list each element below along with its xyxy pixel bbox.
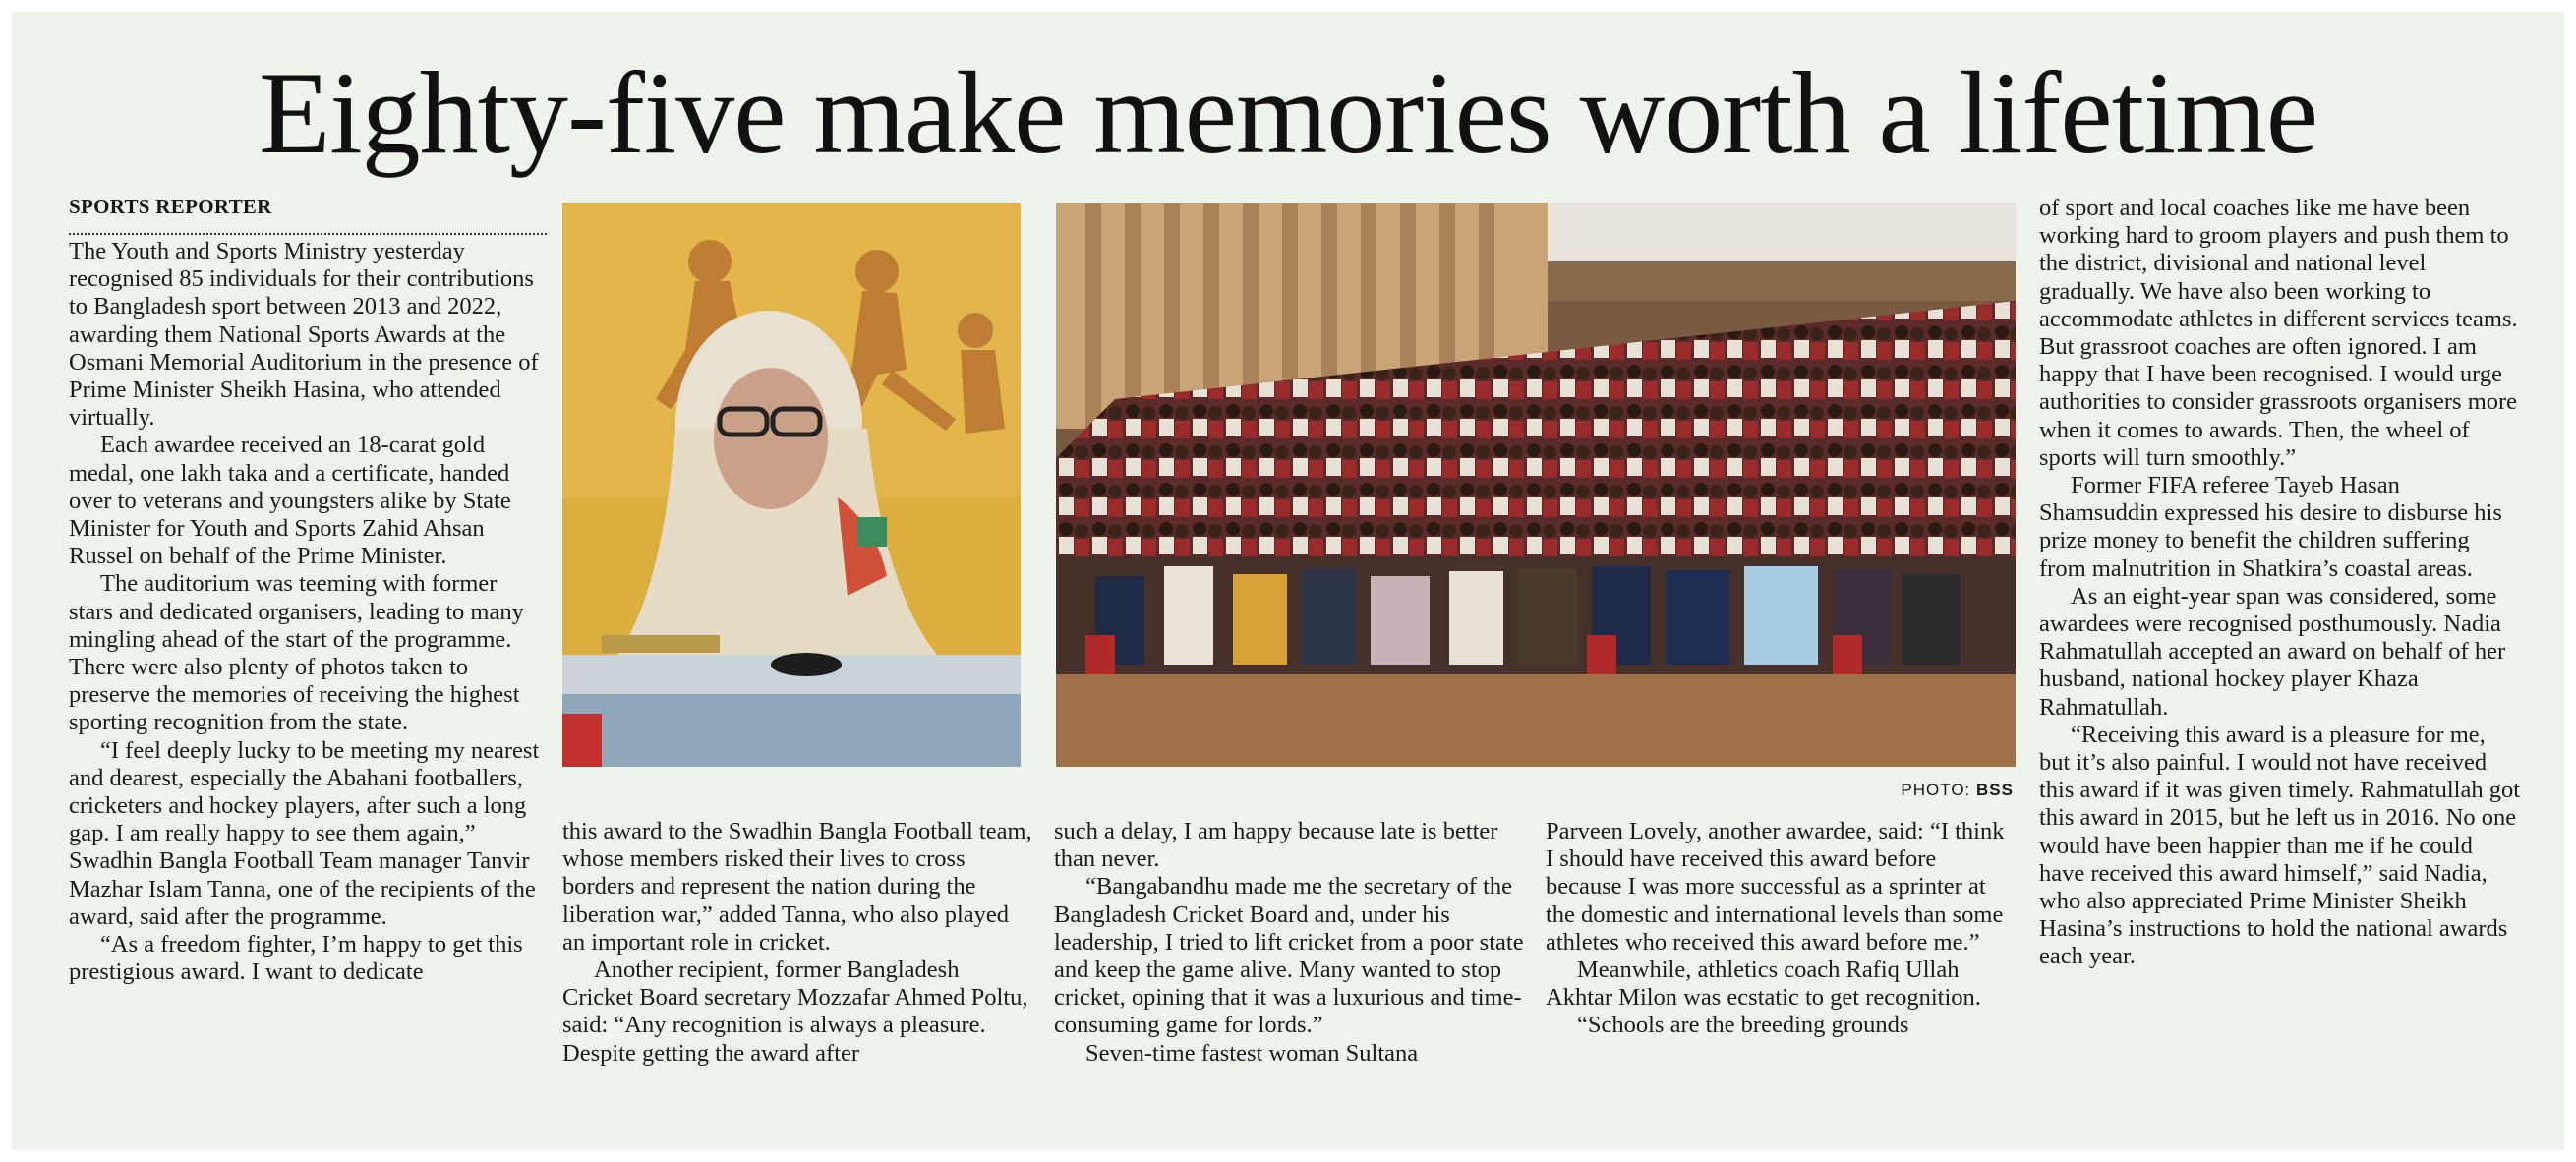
photo-credit-source: BSS bbox=[1976, 781, 2014, 799]
paragraph: “As a freedom fighter, I’m happy to get this prestigious award. I want to dedicate bbox=[69, 931, 523, 986]
photo-auditorium-audience bbox=[1056, 203, 2016, 767]
paragraph: Seven-time fastest woman Sultana bbox=[1085, 1039, 1419, 1067]
paragraph: The auditorium was teeming with former stars and dedicated organisers, leading to many mingling ahead of the start of the programme. There were also plenty of photos taken to preserve the memories of receiving the highest sporting recognition from the state. bbox=[69, 570, 524, 736]
article-column-5 bbox=[2039, 195, 2521, 971]
photo-credit-label: PHOTO: bbox=[1901, 781, 1971, 799]
byline: SPORTS REPORTER bbox=[69, 195, 547, 235]
headline: Eighty-five make memories worth a lifetime bbox=[259, 47, 2317, 178]
article-column-3 bbox=[1054, 818, 1524, 1068]
paragraph: Each awardee received an 18-carat gold medal, one lakh taka and a certificate, handed over to veterans and youngsters alike by State Minister for Youth and Sports Zahid Ahsan Russel on behalf of the Prime Minister. bbox=[69, 432, 511, 570]
paragraph: Former FIFA referee Tayeb Hasan Shamsuddin expressed his desire to disburse his prize money to benefit the children suffering from malnutrition in Shatkira’s coastal areas. bbox=[2039, 472, 2502, 582]
paragraph: “Bangabandhu made me the secretary of the Bangladesh Cricket Board and, under his leadership, I tried to lift cricket from a poor state and keep the game alive. Many wanted to stop cricket, opining that it was a luxurious and time-consuming game for lords.” bbox=[1054, 873, 1524, 1039]
photo-prime-minister-speaking bbox=[562, 203, 1021, 767]
paragraph: of sport and local coaches like me have been working hard to groom players and push them to the district, divisional and national level gradually. We have also been working to accommodate athletes in different services teams. But grassroot coaches are often ignored. I am happy that I have been recognised. I would urge authorities to consider grassroots organisers more when it comes to awards. Then, the wheel of sports will turn smoothly.” bbox=[2039, 195, 2518, 471]
paragraph: such a delay, I am happy because late is better than never. bbox=[1054, 818, 1498, 873]
photo-credit bbox=[1782, 781, 2014, 800]
paragraph: Meanwhile, athletics coach Rafiq Ullah Akhtar Milon was ecstatic to get recognition. bbox=[1546, 957, 1981, 1012]
article-column-4 bbox=[1546, 818, 2016, 1040]
paragraph: this award to the Swadhin Bangla Football team, whose members risked their lives to cross borders and represent the nation during the liberation war,” added Tanna, who also played an important role in cricket. bbox=[562, 818, 1032, 956]
paragraph: “Receiving this award is a pleasure for me, but it’s also painful. I would not have received this award if it was given timely. Rahmatullah got this award in 2015, but he left us in 2016. No one would have been happier than me if he could have received this award himself,” said Nadia, who also appreciated Prime Minister Sheikh Hasina’s instructions to hold the national awards each year. bbox=[2039, 721, 2520, 970]
article-column-2 bbox=[562, 818, 1032, 1068]
paragraph: “I feel deeply lucky to be meeting my nearest and dearest, especially the Abahani footballers, cricketers and hockey players, after such a long gap. I am really happy to see them again,” Swadhin Bangla Football Team manager Tanvir Mazhar Islam Tanna, one of the recipients of the award, said after the programme. bbox=[69, 736, 540, 930]
paragraph: The Youth and Sports Ministry yesterday recognised 85 individuals for their contributions to Bangladesh sport between 2013 and 2022, awarding them National Sports Awards at the Osmani Memorial Auditorium in the presence of Prime Minister Sheikh Hasina, who attended virtually. bbox=[69, 238, 539, 432]
paragraph: As an eight-year span was considered, some awardees were recognised posthumously. Nadia Rahmatullah accepted an award on behalf of her husband, national hockey player Khaza Rahmatullah. bbox=[2039, 582, 2506, 721]
paragraph: “Schools are the breeding grounds bbox=[1577, 1012, 1909, 1039]
article-column-1 bbox=[69, 238, 547, 986]
paragraph: Parveen Lovely, another awardee, said: “I think I should have received this award before because I was more successful as a sprinter at the domestic and international levels than some athletes who received this award before me.” bbox=[1546, 818, 2005, 956]
paragraph: Another recipient, former Bangladesh Cricket Board secretary Mozzafar Ahmed Poltu, said: “Any recognition is always a pleasure. Despite getting the award after bbox=[562, 957, 1028, 1067]
newspaper-page bbox=[12, 12, 2564, 1150]
